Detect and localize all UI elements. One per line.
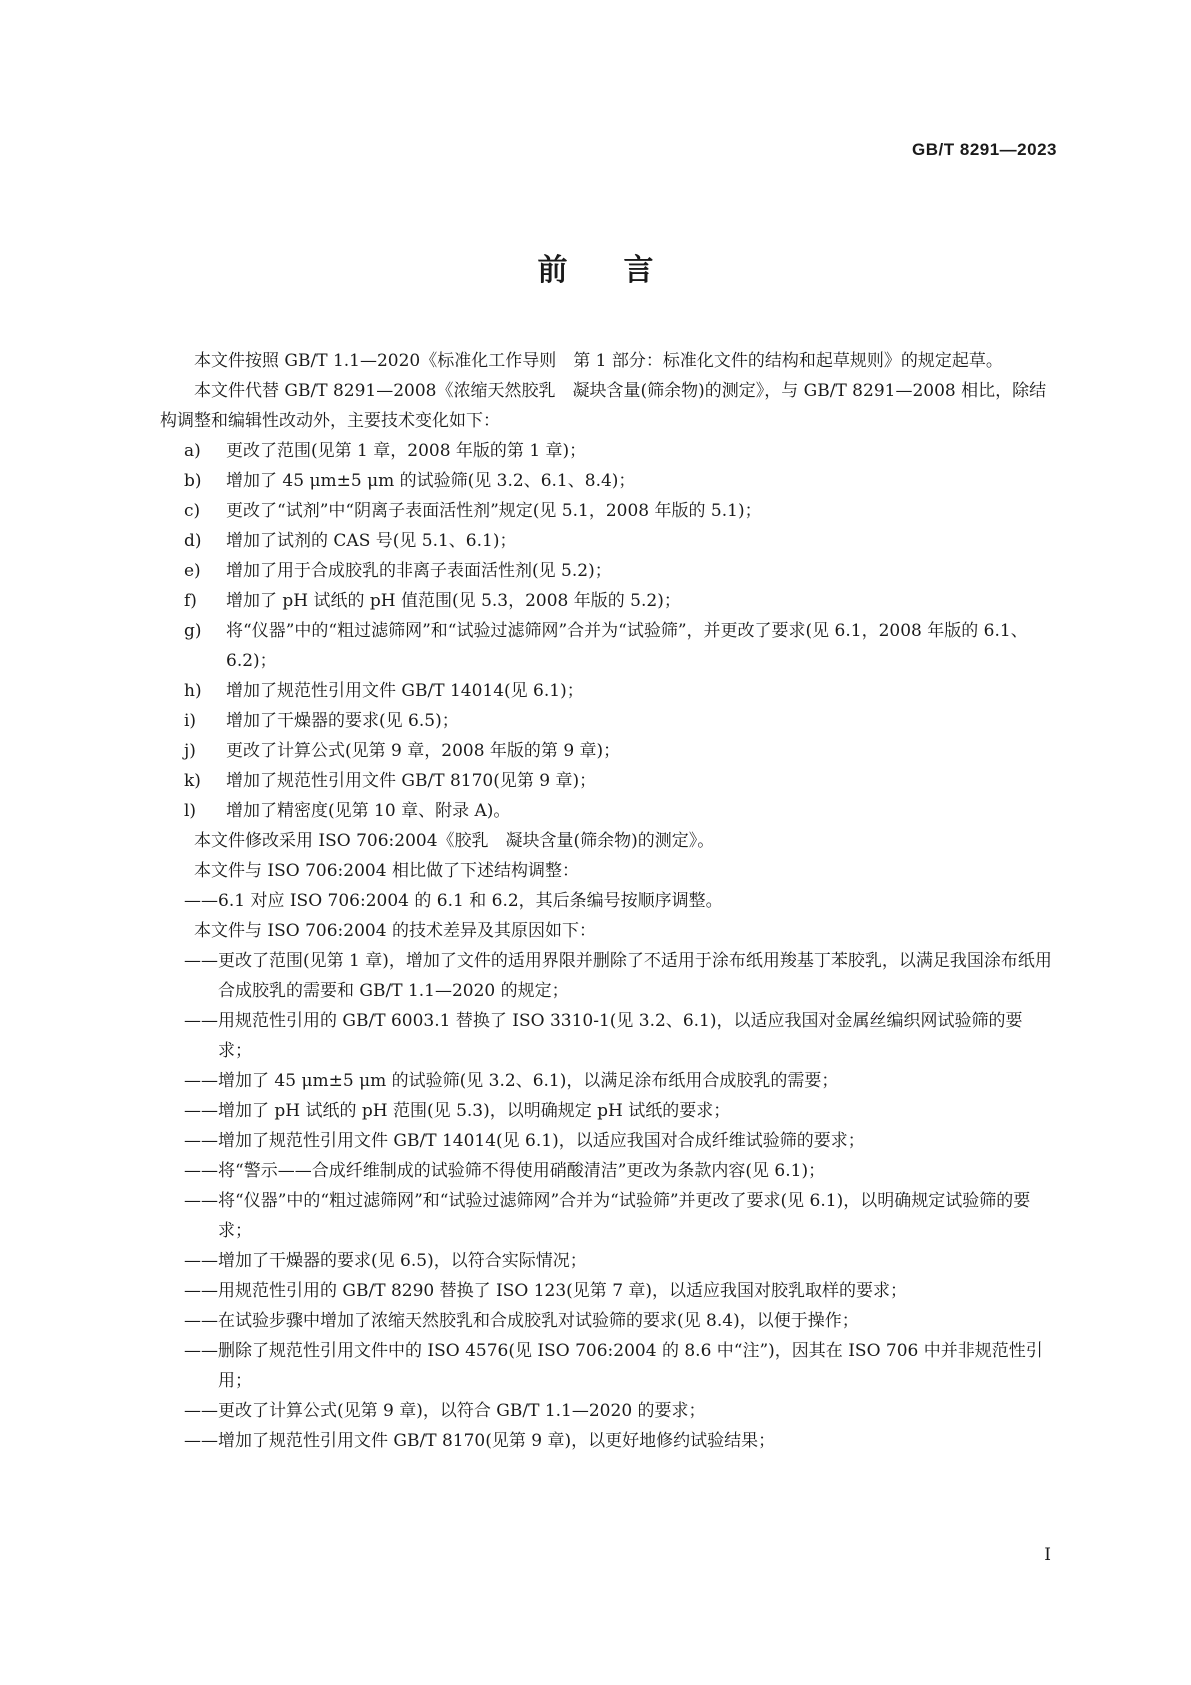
technical-list xyxy=(160,946,1056,1456)
list-item-text: 更改了“试剂”中“阴离子表面活性剂”规定(见 5.1，2008 年版的 5.1)； xyxy=(226,501,762,521)
list-item xyxy=(160,436,1056,466)
dash-marker: —— xyxy=(184,951,218,971)
list-item-text: 增加了试剂的 CAS 号(见 5.1、6.1)； xyxy=(226,531,517,551)
dash-item-text: 将“仪器”中的“粗过滤筛网”和“试验过滤筛网”合并为“试验筛”并更改了要求(见 6.1)，以明确规定试验筛的要求； xyxy=(218,1191,1031,1241)
dash-marker: —— xyxy=(184,1131,218,1151)
list-item xyxy=(160,556,1056,586)
list-item xyxy=(160,706,1056,736)
list-item-text: 更改了范围(见第 1 章，2008 年版的第 1 章)； xyxy=(226,441,587,461)
paragraph-technical-intro: 本文件与 ISO 706:2004 的技术差异及其原因如下： xyxy=(194,921,596,941)
dash-item xyxy=(160,1156,1056,1186)
list-marker: g) xyxy=(184,621,202,641)
dash-item-text: 将“警示——合成纤维制成的试验筛不得使用硝酸清洁”更改为条款内容(见 6.1)； xyxy=(218,1161,826,1181)
list-marker: e) xyxy=(184,561,201,581)
dash-item xyxy=(160,1306,1056,1336)
dash-marker: —— xyxy=(184,1341,218,1361)
dash-item xyxy=(160,1186,1056,1246)
list-marker: k) xyxy=(184,771,201,791)
dash-marker: —— xyxy=(184,1311,218,1331)
dash-marker: —— xyxy=(184,1071,218,1091)
page-number: I xyxy=(1044,1545,1051,1565)
dash-item-text: 更改了计算公式(见第 9 章)，以符合 GB/T 1.1—2020 的要求； xyxy=(218,1401,706,1421)
dash-item xyxy=(160,1066,1056,1096)
dash-item xyxy=(160,946,1056,1006)
list-item-text: 增加了 45 μm±5 μm 的试验筛(见 3.2、6.1、8.4)； xyxy=(226,471,636,491)
dash-item-text: 增加了干燥器的要求(见 6.5)，以符合实际情况； xyxy=(218,1251,587,1271)
dash-item-text: 增加了规范性引用文件 GB/T 8170(见第 9 章)，以更好地修约试验结果； xyxy=(218,1431,776,1451)
dash-item xyxy=(160,1396,1056,1426)
list-item xyxy=(160,676,1056,706)
list-item xyxy=(160,766,1056,796)
dash-item-text: 用规范性引用的 GB/T 6003.1 替换了 ISO 3310-1(见 3.2、6.1)，以适应我国对金属丝编织网试验筛的要求； xyxy=(218,1011,1023,1061)
paragraph-replacement: 本文件代替 GB/T 8291—2008《浓缩天然胶乳 凝块含量(筛余物)的测定》，与 GB/T 8291—2008 相比，除结构调整和编辑性改动外，主要技术变化如下： xyxy=(160,381,1047,431)
dash-marker: —— xyxy=(184,1431,218,1451)
list-item-text: 增加了精密度(见第 10 章、附录 A)。 xyxy=(226,801,511,821)
list-item-text: 增加了规范性引用文件 GB/T 14014(见 6.1)； xyxy=(226,681,584,701)
dash-item xyxy=(160,1246,1056,1276)
dash-item xyxy=(160,1006,1056,1066)
dash-item xyxy=(160,1126,1056,1156)
dash-marker: —— xyxy=(184,891,218,911)
list-item xyxy=(160,736,1056,766)
list-marker: f) xyxy=(184,591,197,611)
list-marker: c) xyxy=(184,501,201,521)
list-marker: a) xyxy=(184,441,201,461)
dash-item-text: 增加了 45 μm±5 μm 的试验筛(见 3.2、6.1)，以满足涂布纸用合成胶乳的需要； xyxy=(218,1071,839,1091)
dash-marker: —— xyxy=(184,1191,218,1211)
list-item-text: 更改了计算公式(见第 9 章，2008 年版的第 9 章)； xyxy=(226,741,621,761)
paragraph-structural-intro: 本文件与 ISO 706:2004 相比做了下述结构调整： xyxy=(194,861,579,881)
list-item xyxy=(160,466,1056,496)
dash-item xyxy=(160,1336,1056,1396)
dash-item-text: 6.1 对应 ISO 706:2004 的 6.1 和 6.2，其后条编号按顺序调整。 xyxy=(218,891,723,911)
list-marker: j) xyxy=(184,741,196,761)
dash-item xyxy=(160,1276,1056,1306)
dash-marker: —— xyxy=(184,1251,218,1271)
list-marker: b) xyxy=(184,471,202,491)
dash-item-text: 更改了范围(见第 1 章)，增加了文件的适用界限并删除了不适用于涂布纸用羧基丁苯胶乳，以满足我国涂布纸用合成胶乳的需要和 GB/T 1.1—2020 的规定； xyxy=(218,951,1052,1001)
list-marker: i) xyxy=(184,711,197,731)
dash-marker: —— xyxy=(184,1281,218,1301)
dash-item-text: 增加了 pH 试纸的 pH 范围(见 5.3)，以明确规定 pH 试纸的要求； xyxy=(218,1101,731,1121)
list-marker: d) xyxy=(184,531,202,551)
list-marker: l) xyxy=(184,801,197,821)
list-item xyxy=(160,526,1056,556)
list-item-text: 增加了规范性引用文件 GB/T 8170(见第 9 章)； xyxy=(226,771,597,791)
change-list xyxy=(160,436,1056,826)
dash-marker: —— xyxy=(184,1101,218,1121)
dash-item-text: 用规范性引用的 GB/T 8290 替换了 ISO 123(见第 7 章)，以适应我国对胶乳取样的要求； xyxy=(218,1281,908,1301)
list-item-text: 将“仪器”中的“粗过滤筛网”和“试验过滤筛网”合并为“试验筛”，并更改了要求(见 6.1，2008 年版的 6.1、6.2)； xyxy=(226,621,1028,671)
list-item xyxy=(160,496,1056,526)
paragraph-modified-adoption: 本文件修改采用 ISO 706:2004《胶乳 凝块含量(筛余物)的测定》。 xyxy=(194,831,715,851)
dash-item xyxy=(160,886,1056,916)
structural-list xyxy=(160,886,1056,916)
list-item-text: 增加了干燥器的要求(见 6.5)； xyxy=(226,711,459,731)
list-item-text: 增加了 pH 试纸的 pH 值范围(见 5.3，2008 年版的 5.2)； xyxy=(226,591,681,611)
list-item-text: 增加了用于合成胶乳的非离子表面活性剂(见 5.2)； xyxy=(226,561,612,581)
dash-marker: —— xyxy=(184,1161,218,1181)
dash-item xyxy=(160,1096,1056,1126)
dash-item xyxy=(160,1426,1056,1456)
list-marker: h) xyxy=(184,681,202,701)
list-item xyxy=(160,796,1056,826)
dash-marker: —— xyxy=(184,1011,218,1031)
dash-marker: —— xyxy=(184,1401,218,1421)
dash-item-text: 在试验步骤中增加了浓缩天然胶乳和合成胶乳对试验筛的要求(见 8.4)，以便于操作； xyxy=(218,1311,859,1331)
paragraph-drafting-rules: 本文件按照 GB/T 1.1—2020《标准化工作导则 第 1 部分：标准化文件的结构和起草规则》的规定起草。 xyxy=(194,351,1003,371)
standard-number: GB/T 8291—2023 xyxy=(912,140,1057,159)
list-item xyxy=(160,616,1056,676)
document-body xyxy=(160,346,1056,1456)
page-title: 前言 xyxy=(537,253,710,288)
dash-item-text: 删除了规范性引用文件中的 ISO 4576(见 ISO 706:2004 的 8.6 中“注”)，因其在 ISO 706 中并非规范性引用； xyxy=(218,1341,1043,1391)
list-item xyxy=(160,586,1056,616)
dash-item-text: 增加了规范性引用文件 GB/T 14014(见 6.1)，以适应我国对合成纤维试验筛的要求； xyxy=(218,1131,865,1151)
